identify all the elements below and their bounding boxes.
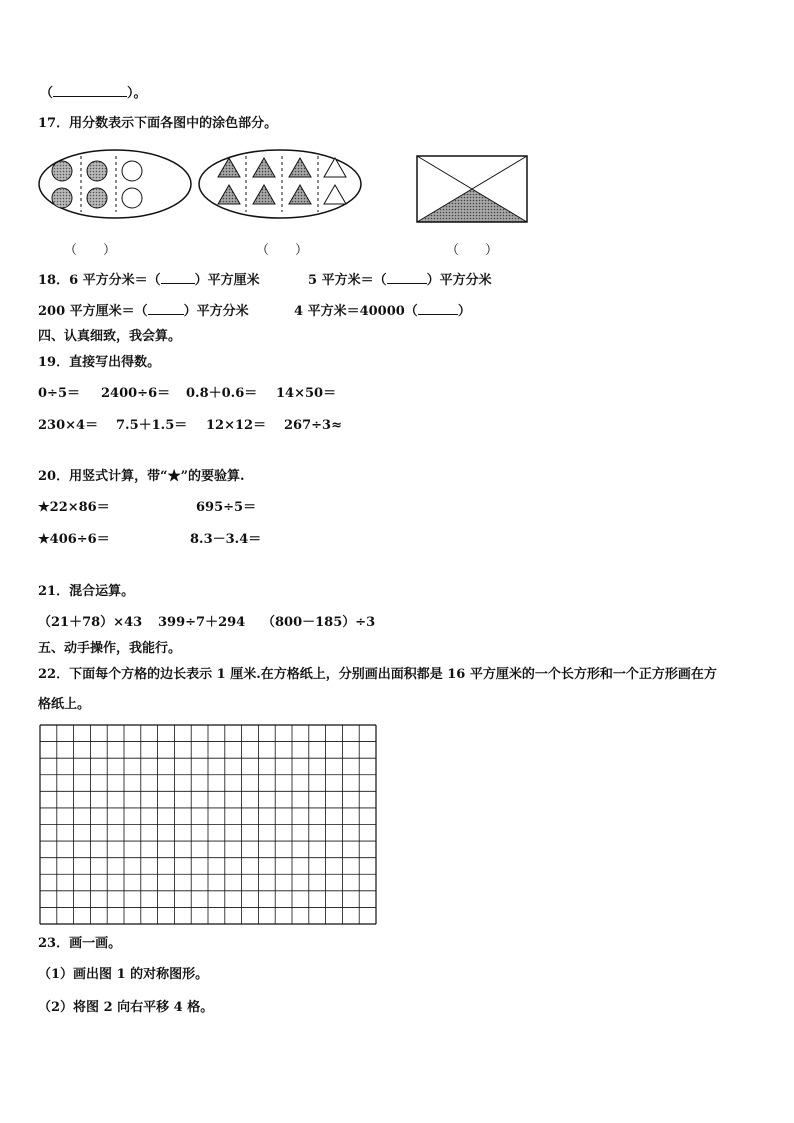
grid-paper[interactable]: [39, 724, 377, 925]
q21-item-1: （21＋78）×43: [38, 615, 143, 630]
q19-r1-c2: 2400÷6＝: [101, 386, 171, 401]
q19-r1-c1: 0÷5＝: [38, 386, 80, 401]
q19-r2-c3: 12×12＝: [206, 418, 267, 433]
q21-title: 21．混合运算。: [38, 584, 135, 599]
answer-blank[interactable]: [148, 302, 184, 315]
q22-text-line1: 22．下面每个方格的边长表示 1 厘米.在方格纸上，分别画出面积都是 16 平方厘米的一个长方形和一个正方形画在方: [38, 667, 717, 682]
answer-blank[interactable]: [53, 84, 127, 97]
q19-r2-c2: 7.5＋1.5＝: [116, 418, 188, 433]
answer-blank[interactable]: [161, 271, 195, 284]
q20-item-2: 695÷5＝: [196, 500, 257, 515]
q17-answer-2[interactable]: （ ）: [256, 243, 309, 258]
q19-title: 19．直接写出得数。: [38, 355, 161, 370]
q21-item-2: 399÷7＋294: [158, 615, 246, 630]
q17-figure-rectangle: [415, 154, 529, 224]
q21-item-3: （800－185）÷3: [262, 615, 376, 630]
q23-title: 23．画一画。: [38, 936, 122, 951]
answer-blank[interactable]: [387, 271, 427, 284]
q22-text-line2: 格纸上。: [38, 697, 91, 712]
section-4-heading: 四、认真细致，我会算。: [38, 329, 182, 344]
q23-item-2: （2）将图 2 向右平移 4 格。: [38, 1000, 214, 1015]
q20-item-4: 8.3－3.4＝: [190, 532, 262, 547]
q17-figure-triangles: [198, 149, 368, 221]
q19-r2-c4: 267÷3≈: [284, 418, 342, 433]
q18-item-b: 5 平方米＝（ ）平方分米: [308, 273, 492, 288]
q17-title: 17．用分数表示下面各图中的涂色部分。: [38, 116, 278, 131]
q19-r1-c4: 14×50＝: [276, 386, 337, 401]
section-5-heading: 五、动手操作，我能行。: [38, 641, 182, 656]
q17-answer-1[interactable]: （ ）: [64, 243, 117, 258]
q19-r2-c1: 230×4＝: [38, 418, 99, 433]
q17-figure-circles: [38, 149, 198, 221]
q18-item-c: 200 平方厘米＝（ ）平方分米: [38, 304, 249, 319]
q20-title: 20．用竖式计算，带“★”的要验算.: [38, 469, 245, 484]
q17-answer-3[interactable]: （ ）: [446, 243, 499, 258]
q19-r1-c3: 0.8＋0.6＝: [186, 386, 258, 401]
q20-item-3: ★406÷6＝: [38, 532, 110, 547]
q16-answer-line: （ ）。: [40, 86, 147, 101]
answer-blank[interactable]: [418, 302, 458, 315]
q20-item-1: ★22×86＝: [38, 500, 110, 515]
q18-item-a: 18．6 平方分米＝（ ）平方厘米: [38, 273, 260, 288]
q18-item-d: 4 平方米＝40000（ ）: [294, 304, 471, 319]
q23-item-1: （1）画出图 1 的对称图形。: [38, 967, 209, 982]
